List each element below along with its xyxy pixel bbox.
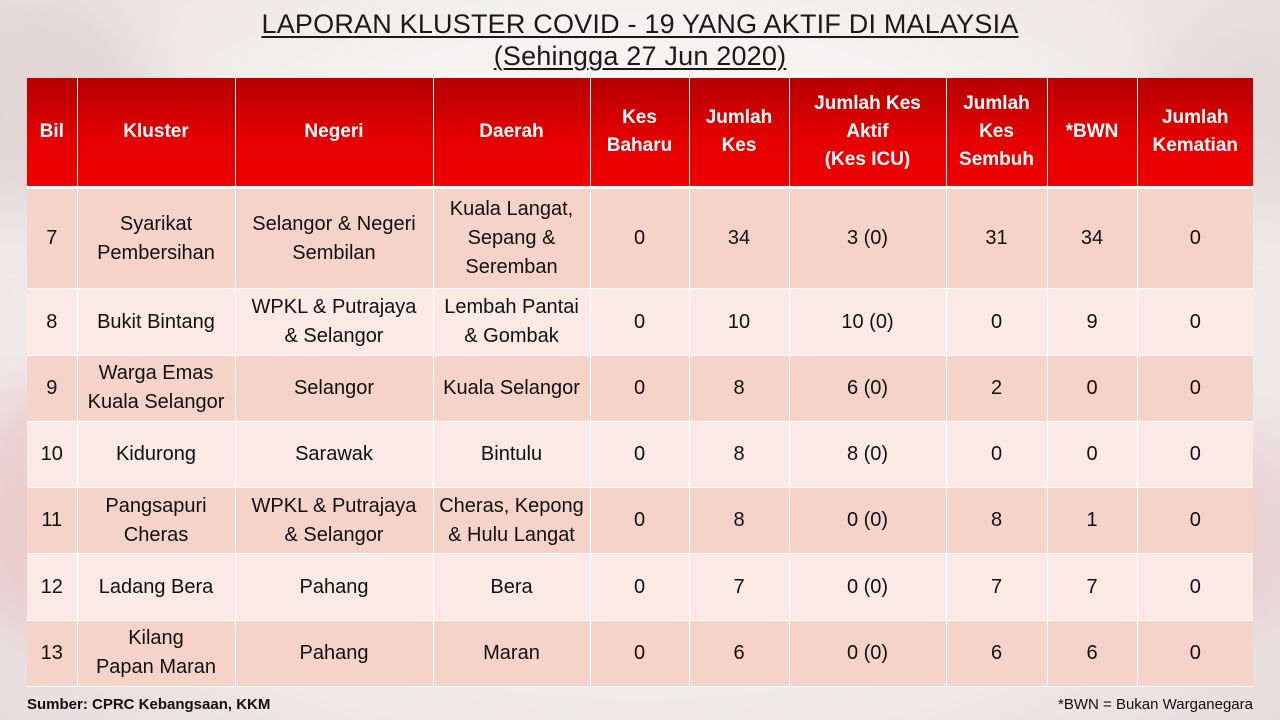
cell-jumlah-kes: 34 [689,188,789,289]
cell-bwn: 0 [1047,355,1137,421]
cell-jumlah-kes: 8 [689,421,789,487]
cell-jumlah-kes: 7 [689,554,789,620]
header-jumlah-kematian: Jumlah Kematian [1137,78,1253,188]
cell-bil: 10 [27,421,77,487]
cell-jumlah-kes-sembuh: 7 [946,554,1047,620]
header-bil: Bil [27,78,77,188]
cell-jumlah-kes-sembuh: 6 [946,620,1047,686]
table-row [27,355,1253,421]
table-row [27,554,1253,620]
cell-negeri: WPKL & Putrajaya & Selangor [235,488,433,554]
cell-negeri: Pahang [235,554,433,620]
cell-jumlah-kes-sembuh: 0 [946,421,1047,487]
cell-kes-baharu: 0 [590,421,689,487]
cell-kes-baharu: 0 [590,488,689,554]
cell-jumlah-kes: 8 [689,488,789,554]
report-title-date: (Sehingga 27 Jun 2020) [493,41,787,71]
cell-bwn: 6 [1047,620,1137,686]
cell-jumlah-kematian: 0 [1137,188,1253,289]
cell-bwn: 7 [1047,554,1137,620]
cell-kes-baharu: 0 [590,554,689,620]
cell-kes-baharu: 0 [590,620,689,686]
cell-jumlah-kes: 6 [689,620,789,686]
cell-kluster: Syarikat Pembersihan [77,188,235,289]
cell-negeri: Selangor [235,355,433,421]
table-row [27,620,1253,686]
header-daerah: Daerah [433,78,590,188]
cell-jumlah-kes-aktif: 3 (0) [789,188,946,289]
header-negeri: Negeri [235,78,433,188]
header-kes-baharu: Kes Baharu [590,78,689,188]
cell-jumlah-kematian: 0 [1137,488,1253,554]
cell-jumlah-kematian: 0 [1137,355,1253,421]
cell-negeri: Sarawak [235,421,433,487]
cell-jumlah-kes-sembuh: 31 [946,188,1047,289]
cell-jumlah-kes-aktif: 0 (0) [789,620,946,686]
table-row [27,488,1253,554]
cell-negeri: WPKL & Putrajaya & Selangor [235,289,433,355]
cluster-table [27,78,1253,687]
cell-jumlah-kes-sembuh: 0 [946,289,1047,355]
table-header-row [27,78,1253,188]
cell-daerah: Bera [433,554,590,620]
table-row [27,188,1253,289]
cell-negeri: Selangor & Negeri Sembilan [235,188,433,289]
cell-bil: 8 [27,289,77,355]
header-bwn: *BWN [1047,78,1137,188]
source-note: Sumber: CPRC Kebangsaan, KKM [27,696,271,713]
cell-daerah: Maran [433,620,590,686]
cell-kluster: Kidurong [77,421,235,487]
cell-jumlah-kes: 10 [689,289,789,355]
cell-jumlah-kes-aktif: 0 (0) [789,488,946,554]
cell-jumlah-kematian: 0 [1137,620,1253,686]
cell-jumlah-kes-aktif: 8 (0) [789,421,946,487]
cell-jumlah-kes-aktif: 0 (0) [789,554,946,620]
cell-kes-baharu: 0 [590,289,689,355]
report-title [0,8,1280,72]
cell-bil: 13 [27,620,77,686]
cell-bil: 7 [27,188,77,289]
cell-kes-baharu: 0 [590,188,689,289]
cell-daerah: Cheras, Kepong & Hulu Langat [433,488,590,554]
cell-bwn: 34 [1047,188,1137,289]
header-jumlah-kes-aktif: Jumlah Kes Aktif (Kes ICU) [789,78,946,188]
cell-daerah: Bintulu [433,421,590,487]
report-title-main: LAPORAN KLUSTER COVID - 19 YANG AKTIF DI MALAYSIA [261,9,1019,39]
cell-bwn: 9 [1047,289,1137,355]
cell-daerah: Kuala Selangor [433,355,590,421]
cell-jumlah-kematian: 0 [1137,289,1253,355]
cell-kluster: Pangsapuri Cheras [77,488,235,554]
cell-kluster: Ladang Bera [77,554,235,620]
cell-bil: 12 [27,554,77,620]
cell-jumlah-kes-sembuh: 2 [946,355,1047,421]
cell-daerah: Kuala Langat, Sepang & Seremban [433,188,590,289]
cell-jumlah-kes-aktif: 6 (0) [789,355,946,421]
header-jumlah-kes: Jumlah Kes [689,78,789,188]
header-jumlah-kes-sembuh: Jumlah Kes Sembuh [946,78,1047,188]
cell-bil: 11 [27,488,77,554]
cell-jumlah-kes: 8 [689,355,789,421]
cell-negeri: Pahang [235,620,433,686]
cell-jumlah-kematian: 0 [1137,421,1253,487]
cell-kluster: Kilang Papan Maran [77,620,235,686]
cell-jumlah-kes-sembuh: 8 [946,488,1047,554]
cell-kes-baharu: 0 [590,355,689,421]
cell-bwn: 0 [1047,421,1137,487]
bwn-footnote: *BWN = Bukan Warganegara [1058,696,1253,713]
cell-kluster: Bukit Bintang [77,289,235,355]
header-kluster: Kluster [77,78,235,188]
cell-daerah: Lembah Pantai & Gombak [433,289,590,355]
cell-jumlah-kes-aktif: 10 (0) [789,289,946,355]
cell-bwn: 1 [1047,488,1137,554]
cell-kluster: Warga Emas Kuala Selangor [77,355,235,421]
cell-jumlah-kematian: 0 [1137,554,1253,620]
table-row [27,289,1253,355]
table-row [27,421,1253,487]
cell-bil: 9 [27,355,77,421]
